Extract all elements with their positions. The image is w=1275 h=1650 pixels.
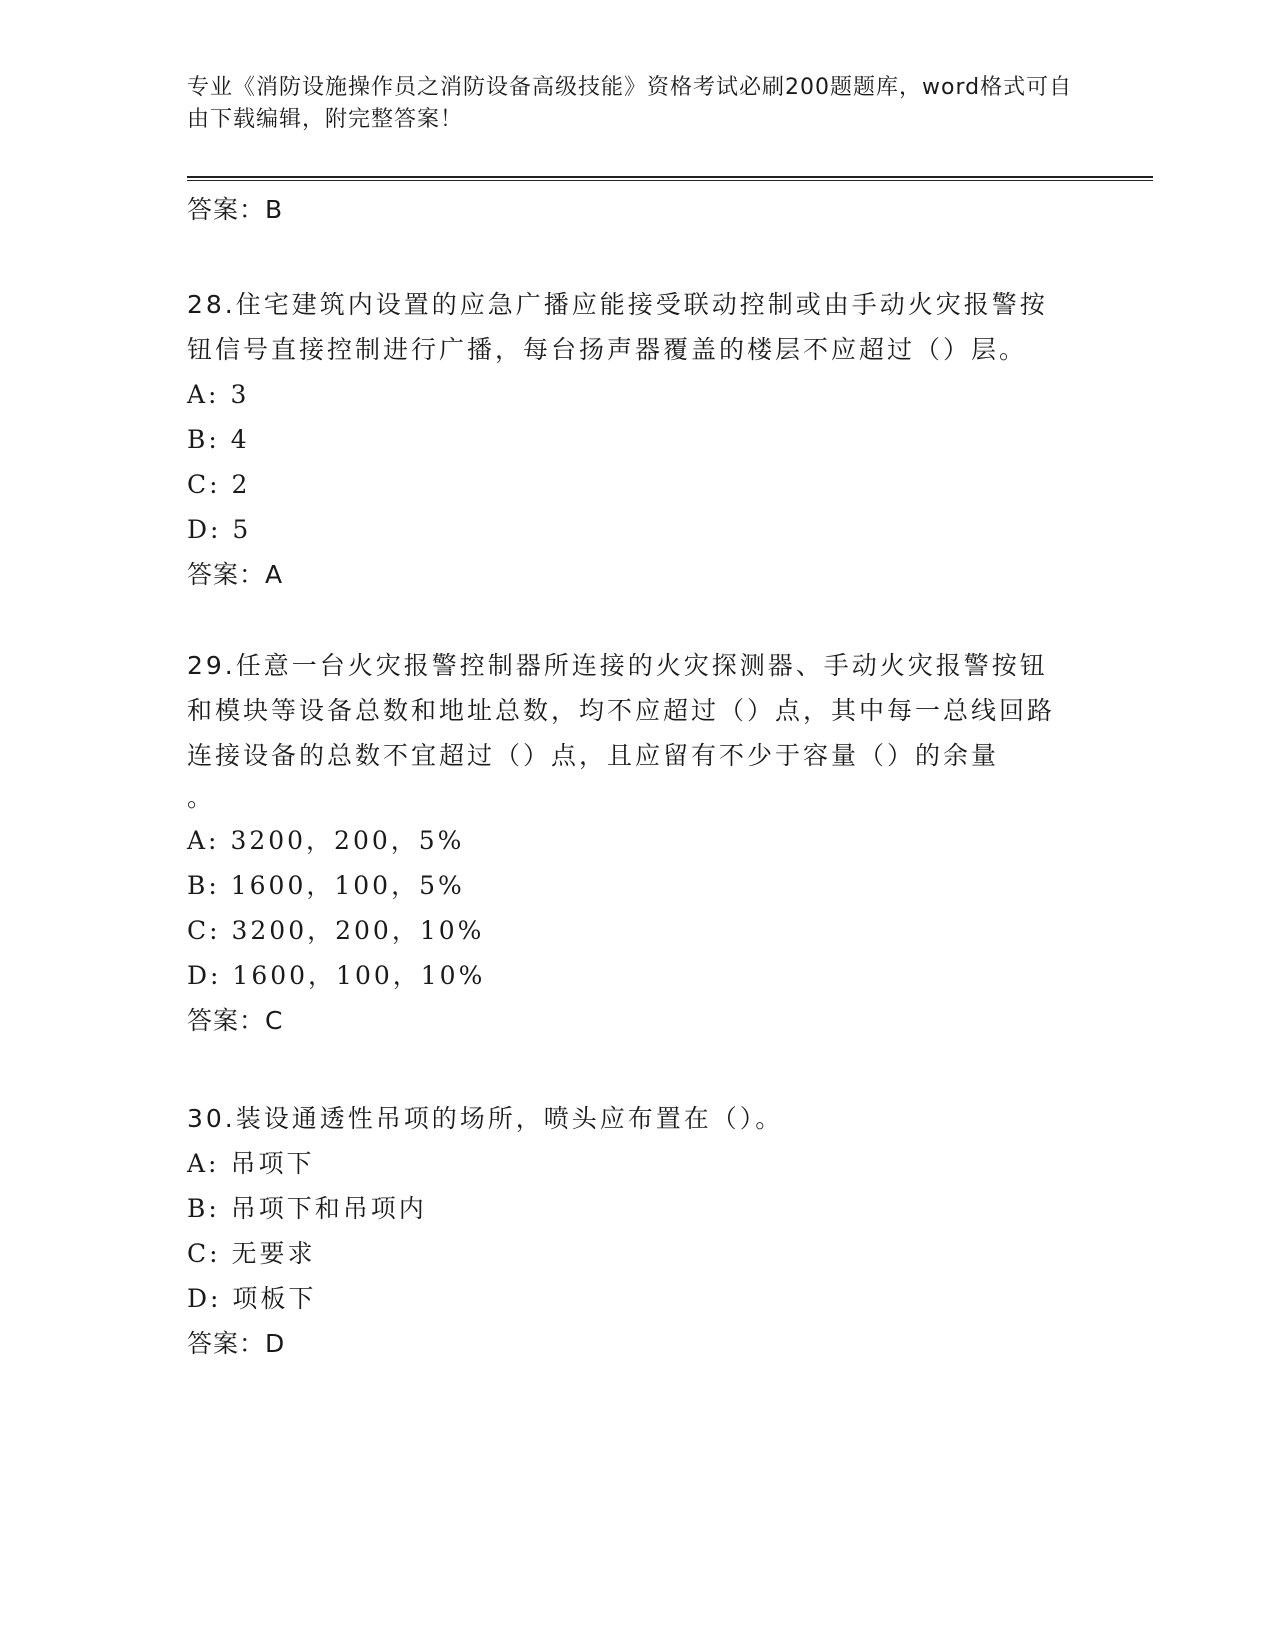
option-label: D: [187,1284,233,1313]
question-text: 29.任意一台火灾报警控制器所连接的火灾探测器、手动火灾报警按钮和模块等设备总数和地址总数，均不应超过（）点，其中每一总线回路连接设备的总数不宜超过（）点，且应留有不少于容量（）的余量 [187,651,1056,770]
option-text: 1600，100，5% [230,871,465,900]
option-label: B: [187,1194,231,1223]
question-28 [187,282,1067,597]
option-a [187,818,1067,863]
question-29 [187,643,1067,1043]
option-d [187,953,1067,998]
option-text: 无要求 [231,1239,316,1268]
option-b [187,1186,1067,1231]
question-text: 30.装设通透性吊项的场所，喷头应布置在（）。 [187,1104,784,1133]
option-c [187,462,1067,507]
option-label: B: [187,871,231,900]
option-a [187,372,1067,417]
option-text: 3 [230,380,250,409]
option-label: C: [187,470,232,499]
option-d [187,507,1067,552]
option-label: C: [187,1239,232,1268]
option-label: A: [187,1149,231,1178]
option-c [187,1231,1067,1276]
option-text: 吊项下和吊项内 [230,1194,427,1223]
option-text: 4 [230,425,250,454]
option-text: 2 [231,470,251,499]
option-b [187,863,1067,908]
option-text: 3200，200，5% [230,826,465,855]
option-text: 1600，100，10% [232,961,486,990]
option-text: 吊项下 [230,1149,315,1178]
option-label: B: [187,425,231,454]
option-text: 5 [232,515,252,544]
answer: 答案：A [187,560,284,589]
option-label: D: [187,515,233,544]
question-trailing-punctuation: 。 [187,783,213,812]
option-label: D: [187,961,233,990]
question-text: 28.住宅建筑内设置的应急广播应能接受联动控制或由手动火灾报警按钮信号直接控制进行广播，每台扬声器覆盖的楼层不应超过（）层。 [187,290,1048,364]
option-label: A: [187,380,231,409]
option-a [187,1141,1067,1186]
header-divider [187,176,1153,178]
option-b [187,417,1067,462]
option-label: C: [187,916,232,945]
option-text: 项板下 [232,1284,317,1313]
option-label: A: [187,826,231,855]
previous-answer: 答案：B [187,195,284,224]
answer: 答案：C [187,1006,284,1035]
page-header: 专业《消防设施操作员之消防设备高级技能》资格考试必刷200题题库，word格式可自由下载编辑，附完整答案！ [187,75,1073,132]
option-d [187,1276,1067,1321]
answer: 答案：D [187,1329,286,1358]
option-text: 3200，200，10% [231,916,485,945]
option-c [187,908,1067,953]
question-30 [187,1096,1067,1366]
